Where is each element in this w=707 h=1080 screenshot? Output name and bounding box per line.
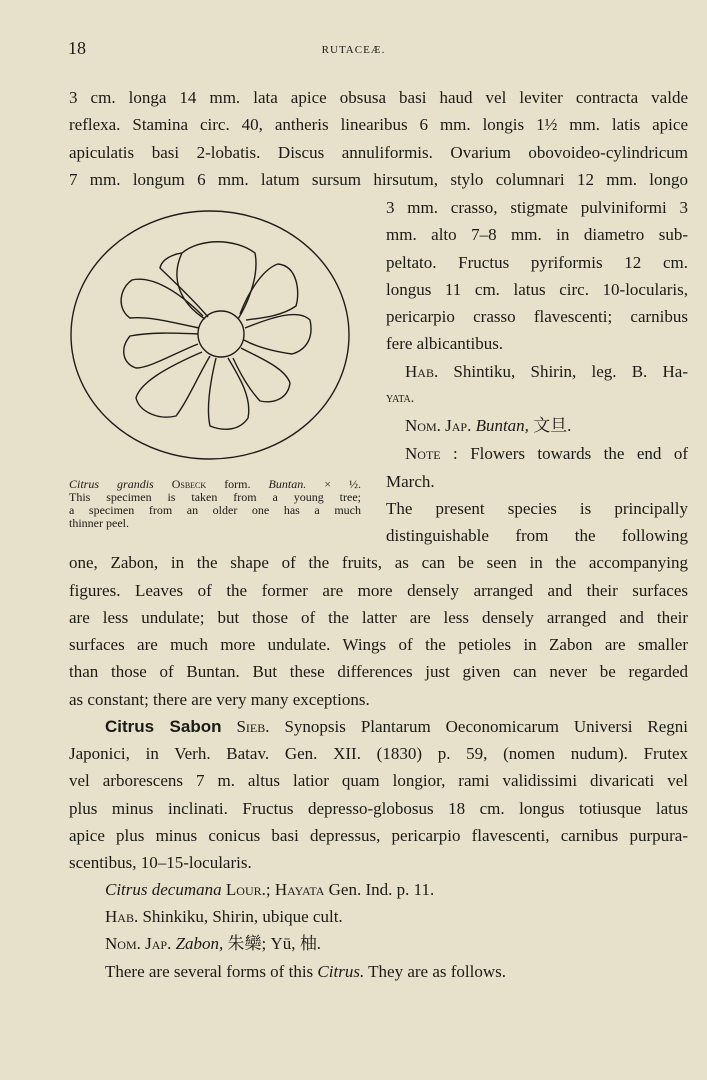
japanese-name: Buntan, bbox=[475, 416, 529, 435]
text-line: reflexa. Stamina circ. 40, antheris linearibus 6 mm. longis 1½ mm. latis apice bbox=[69, 115, 688, 134]
text-line: peltato. Fructus pyriformis 12 cm. bbox=[386, 253, 688, 272]
separator: ; bbox=[261, 934, 267, 953]
text-line: Japonici, in Verh. Batav. Gen. XII. (1830) p. 59, (nomen nudum). Frutex bbox=[69, 744, 688, 763]
text-line: as constant; there are very many exceptions. bbox=[69, 690, 370, 709]
fruit-segments bbox=[121, 242, 311, 430]
caption-name: Buntan. bbox=[268, 477, 307, 491]
synonym-line bbox=[105, 879, 434, 901]
kanji-alt-name: 柚. bbox=[299, 934, 322, 953]
note-line bbox=[405, 443, 688, 465]
synonym-ref-author: Hayata bbox=[274, 880, 325, 899]
text-line: are less undulate; but those of the latter are less densely arranged and their bbox=[69, 608, 688, 627]
fruit-cross-section-figure bbox=[70, 208, 352, 472]
japanese-name-line bbox=[405, 415, 571, 437]
closing-text-after: They are as follows. bbox=[368, 962, 506, 981]
text-line: surfaces are much more undulate. Wings of the petioles in Zabon are smaller bbox=[69, 635, 688, 654]
text-line: mm. alto 7–8 mm. in diametro sub- bbox=[386, 225, 688, 244]
text-line: 7 mm. longum 6 mm. latum sursum hirsutum, stylo columnari 12 mm. longo bbox=[69, 170, 688, 189]
text-line: fere albicantibus. bbox=[386, 334, 504, 353]
closing-text-before: There are several forms of this bbox=[105, 962, 314, 981]
note-label: Note : bbox=[405, 444, 458, 463]
text-line: figures. Leaves of the former are more densely arranged and their surfaces bbox=[69, 581, 688, 600]
text-line: vel arborescens 7 m. altus latior quam longior, rami validissimi divaricati vel bbox=[69, 771, 688, 790]
japanese-name: Zabon, bbox=[175, 934, 224, 953]
caption-species: Citrus grandis bbox=[69, 477, 154, 491]
hab-label: Hab. bbox=[105, 907, 139, 926]
text-line: scentibus, 10–15-locularis. bbox=[69, 853, 252, 872]
page-number: 18 bbox=[68, 38, 86, 58]
nom-label: Nom. Jap. bbox=[405, 416, 472, 435]
hab-label: Hab. bbox=[405, 362, 439, 381]
species-author: Sieb. bbox=[236, 717, 270, 736]
caption-scale: × ½. bbox=[324, 477, 361, 491]
note-text: Flowers towards the end of bbox=[470, 444, 689, 463]
figure-caption bbox=[69, 478, 361, 530]
text-line: 3 cm. longa 14 mm. lata apice obsusa basi haud vel leviter contracta valde bbox=[69, 88, 688, 107]
text-line: The present species is principally bbox=[386, 499, 688, 518]
caption-line: This specimen is taken from a young tree; bbox=[69, 490, 361, 504]
running-title: RUTACEÆ. bbox=[321, 44, 386, 56]
species-reference: Synopsis Plantarum Oeconomicarum Universi Regni bbox=[284, 717, 688, 736]
text-line: pericarpio crasso flavescenti; carnibus bbox=[386, 307, 688, 326]
closing-line bbox=[105, 961, 506, 983]
synonym-author: Lour.; bbox=[225, 880, 271, 899]
hab-text: Shinkiku, Shirin, ubique cult. bbox=[142, 907, 343, 926]
closing-genus: Citrus. bbox=[317, 962, 365, 981]
text-line: apice plus minus conicus basi depressus, pericarpio flavescenti, carnibus purpura- bbox=[69, 826, 688, 845]
habitat-continuation: yata. bbox=[386, 391, 415, 406]
text-line: plus minus inclinati. Fructus depresso-globosus 18 cm. longus totiusque latus bbox=[69, 799, 688, 818]
text-line: longus 11 cm. latus circ. 10-locularis, bbox=[386, 280, 688, 299]
text-line: 3 mm. crasso, stigmate pulviniformi 3 bbox=[386, 198, 688, 217]
kanji-name: 朱欒 bbox=[227, 934, 262, 953]
species-heading-line bbox=[105, 716, 688, 738]
hab-text: Shintiku, Shirin, leg. B. Ha- bbox=[453, 362, 688, 381]
text-line: distinguishable from the following bbox=[386, 526, 688, 545]
nom-label: Nom. Jap. bbox=[105, 934, 172, 953]
japanese-name-line bbox=[105, 933, 321, 955]
species-name: Citrus Sabon bbox=[105, 717, 222, 736]
synonym-ref: Gen. Ind. p. 11. bbox=[328, 880, 435, 899]
caption-line: thinner peel. bbox=[69, 516, 129, 530]
habitat-line bbox=[105, 906, 343, 928]
synonym-name: Citrus decumana bbox=[105, 880, 222, 899]
kanji-name: 文旦. bbox=[533, 416, 572, 435]
caption-line: a specimen from an older one has a much bbox=[69, 503, 361, 517]
fruit-core bbox=[198, 311, 244, 357]
alt-name: Yū, bbox=[270, 934, 296, 953]
habitat-line bbox=[405, 361, 688, 383]
fruit-outline bbox=[71, 211, 349, 459]
note-continuation: March. bbox=[386, 472, 435, 491]
text-line: apiculatis basi 2-lobatis. Discus annuliformis. Ovarium obovoideo-cylindricum bbox=[69, 143, 688, 162]
text-line: than those of Buntan. But these differences just given can never be regarded bbox=[69, 662, 688, 681]
caption-author: Osbeck bbox=[171, 477, 207, 491]
caption-form: form. bbox=[224, 477, 251, 491]
text-line: one, Zabon, in the shape of the fruits, as can be seen in the accompanying bbox=[69, 553, 688, 572]
